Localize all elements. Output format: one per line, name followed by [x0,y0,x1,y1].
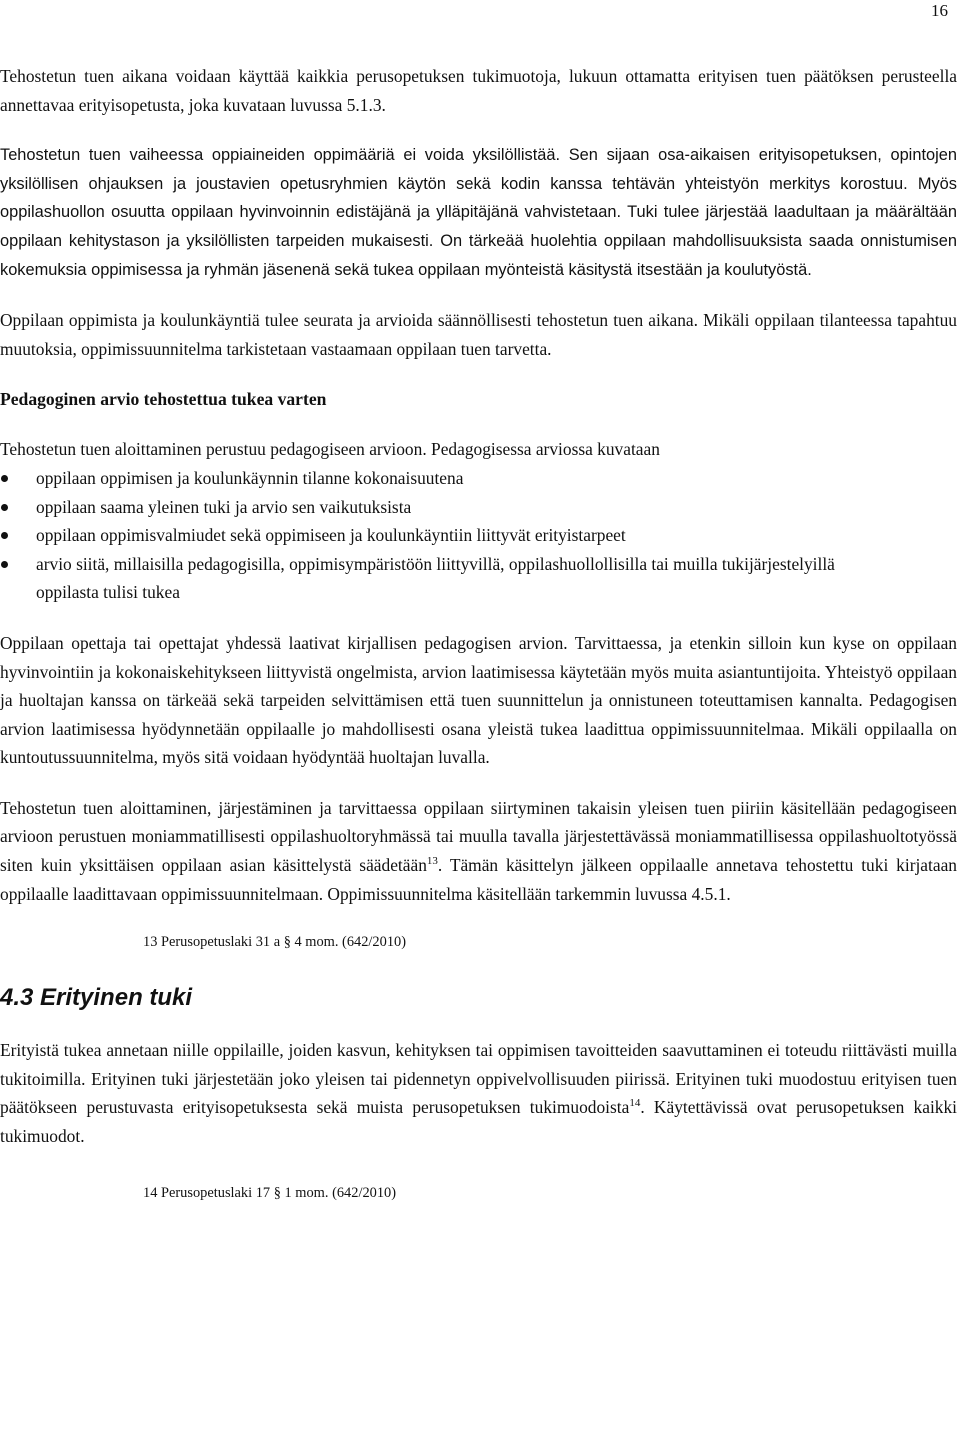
section-heading: 4.3 Erityinen tuki [0,984,193,1012]
paragraph-seuranta: Oppilaan oppimista ja koulunkäyntiä tulee seurata ja arvioida säännöllisesti tehostetun tuen aikana. Mikäli oppilaan tilanteessa tapahtuu muutoksia, oppimissuunnitelma tarkistetaan vastaamaan oppilaan tuen tarvetta. [0,310,957,359]
footnote-ref: 14 [629,1097,641,1110]
footnote-ref: 13 [426,855,438,868]
bullet-list [0,464,957,607]
list-item-text: arvio siitä, millaisilla pedagogisilla, oppimisympäristöön liittyvillä, oppilashuollollisilla tai muilla tukijärjestelyillä oppilasta tulisi tukea [36,553,835,603]
paragraph-arvion-laatiminen: Oppilaan opettaja tai opettajat yhdessä laativat kirjallisen pedagogisen arvion. Tarvittaessa, ja etenkin silloin kun kyse on oppilaan hyvinvointiin ja kokonaiskehitykseen liittyvistä ongelmista, arvion laatimisessa käytetään myös muita asiantuntijoita. Yhteistyö oppilaan ja huoltajan kanssa on tärkeää sekä tarpeiden selvittämisen että tuen suunnittelun ja onnistuneen toteuttamisen kannalta. Pedagogisen arvion laatimisessa hyödynnetään oppilaalle jo mahdollisesti osana yleistä tukea laadittua oppimissuunnitelmaa. Mikäli oppilaalla on kuntoutussuunnitelma, myös sitä voidaan hyödyntää huoltajan luvalla. [0,632,957,768]
paragraph-text: Tehostetun tuen aloittaminen, järjestäminen ja tarvittaessa oppilaan siirtyminen takaisin yleisen tuen piiriin käsitellään pedagogiseen arvioon perustuen moniammatillisesti oppilashuoltoryhmässä tai muulla tavalla järjestettävässä moniammatillisessa oppilashuoltotyössä siten kuin yksittäisen oppilaan asian käsittelystä säädetään [0,797,957,876]
paragraph-tehostetun-tuen-vaihe [0,141,957,284]
list-item-text: oppilaan saama yleinen tuki ja arvio sen vaikutuksista [36,496,412,517]
footnote: 14 Perusopetuslaki 17 § 1 mom. (642/2010) [143,1184,397,1201]
list-item [0,464,957,493]
paragraph-text: . Tämän käsittelyn jälkeen oppilaalle annetava tehostettu tuki kirjataan oppilaalle laadittavaan oppimissuunnitelmaan. Oppimissuunnitelma käsitellään tarkemmin luvussa 4.5.1. [0,855,957,904]
list-item [0,550,896,607]
bullet-icon [1,504,8,511]
list-item-text: oppilaan oppimisvalmiudet sekä oppimiseen ja koulunkäyntiin liittyvät erityistarpeet [36,525,626,546]
heading-pedagoginen-arvio: Pedagoginen arvio tehostettua tukea varten [0,389,327,410]
document-body [0,62,957,1203]
paragraph-text: Tehostetun tuen vaiheessa oppiaineiden oppimääriä ei voida yksilöllistää. [0,146,569,165]
list-item [0,493,957,522]
paragraph-tukimuodot: Tehostetun tuen aikana voidaan käyttää kaikkia perusopetuksen tukimuotoja, lukuun ottamatta erityisen tuen päätöksen perusteella annettavaa erityisopetusta, joka kuvataan luvussa 5.1.3. [0,66,957,115]
paragraph-text: Sen sijaan osa-aikaisen erityisopetuksen, opintojen yksilöllisen ohjauksen ja joustavien opetusryhmien käytön sekä kodin kanssa tehtävän yhteistyön merkitys korostuu. Myös oppilashuollon osuutta oppilaan hyvinvoinnin edistäjänä ja ylläpitäjänä vahvistetaan. [0,146,957,222]
bullet-icon [1,532,8,539]
paragraph-text: Erityistä tukea annetaan niille oppilaille, joiden kasvun, kehityksen tai oppimisen tavoitteiden saavuttaminen ei toteudu riittävästi muilla tukitoimilla. Erityinen tuki järjestetään joko yleisen tai pidennetyn oppivelvollisuuden piirissä. Erityinen tuki muodostuu erityisen tuen päätökseen perustuvasta erityisopetuksesta sekä muista perusopetuksen tukimuodoista [0,1040,957,1118]
paragraph-text: Tuki tulee järjestää laadultaan ja määrältään oppilaan kehitystason ja yksilöllisten tarpeiden mukaisesti. On tärkeää huolehtia oppilaan mahdollisuuksista saada onnistumisen kokemuksia oppimisessa ja ryhmän jäsenenä sekä tukea oppilaan myönteistä käsitystä itsestään ja koulutyöstä. [0,203,957,279]
paragraph-text: . Käytettävissä ovat perusopetuksen kaikki tukimuodot. [0,1097,957,1147]
page-number: 16 [931,1,948,20]
list-item-text: oppilaan oppimisen ja koulunkäynnin tilanne kokonaisuutena [36,467,464,488]
bullet-icon [1,561,8,568]
list-item [0,521,957,550]
bullet-icon [1,475,8,482]
paragraph-pedagoginen-arvio-intro: Tehostetun tuen aloittaminen perustuu pedagogiseen arvioon. Pedagogisessa arviossa kuvataan [0,439,660,460]
paragraph-kasittely [0,794,957,908]
footnote: 13 Perusopetuslaki 31 a § 4 mom. (642/2010) [143,934,407,951]
paragraph-erityinen-tuki [0,1036,957,1150]
